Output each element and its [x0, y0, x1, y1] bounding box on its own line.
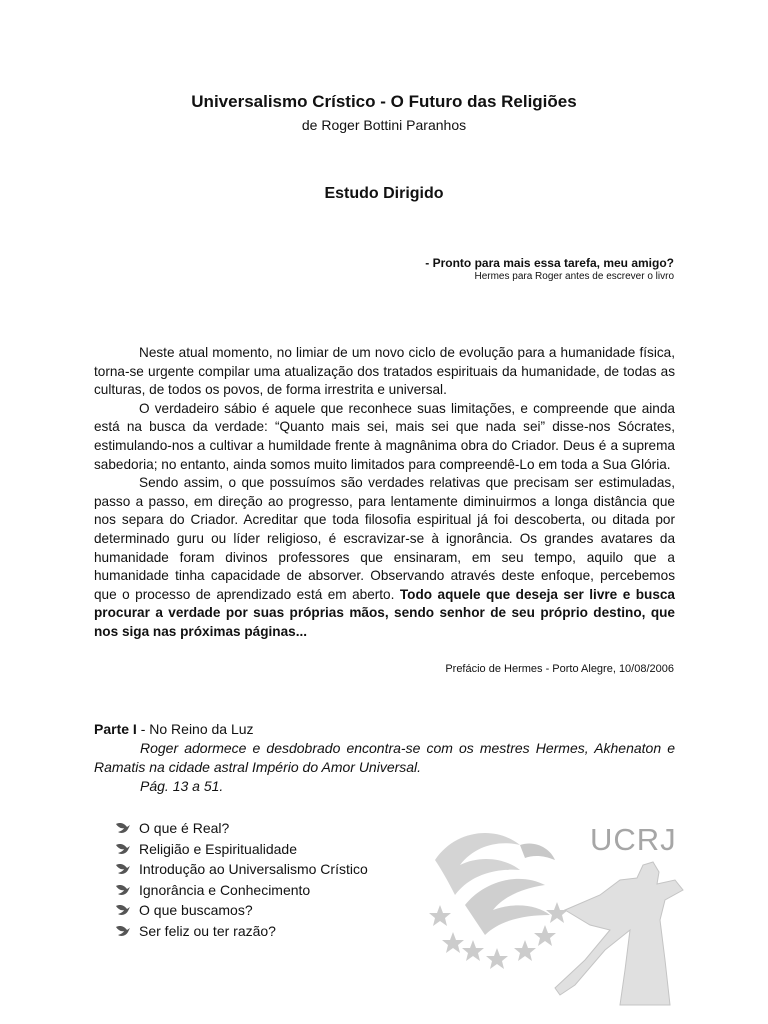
bird-bullet-icon — [115, 821, 131, 835]
topic-label: Ser feliz ou ter razão? — [139, 922, 276, 939]
topic-list — [115, 818, 368, 941]
list-item — [115, 900, 368, 921]
preface-paragraph-3 — [94, 474, 675, 641]
preface-paragraph-2: O verdadeiro sábio é aquele que reconhece suas limitações, e compreende que ainda está na busca da verdade: “Quanto mais sei, mais sei que nada sei” disse-nos Sócrates, estimulando-nos a cultivar a humildade frente à magnânima obra do Criador. Deus é a suprema sabedoria; no entanto, ainda somos muito limitados para compreendê-Lo em toda a Sua Glória. — [94, 400, 675, 472]
part-section — [94, 720, 675, 796]
topic-label: O que é Real? — [139, 820, 230, 836]
list-item — [115, 839, 368, 860]
preface-paragraph-1: Neste atual momento, no limiar de um novo ciclo de evolução para a humanidade física, torna-se urgente compilar uma atualização dos tratados espirituais da humanidade, de todas as culturas, de todos os povos, de forma irrestrita e universal. — [94, 345, 675, 398]
bird-bullet-icon — [115, 883, 131, 897]
part-description: Roger adormece e desdobrado encontra-se com os mestres Hermes, Akhenaton e Ramatis na cidade astral Império do Amor Universal. — [94, 740, 675, 775]
part-label: Parte I — [94, 721, 137, 737]
epigraph-attribution: Hermes para Roger antes de escrever o livro — [474, 271, 674, 282]
preface-closing-bold: Todo aquele que deseja ser livre e busca procurar a verdade por suas próprias mãos, sendo senhor de seu próprio destino, que nos siga nas próximas páginas... — [94, 586, 675, 639]
topic-label: O que buscamos? — [139, 902, 253, 918]
part-pages: Pág. 13 a 51. — [140, 778, 224, 794]
list-item — [115, 818, 368, 839]
topic-label: Religião e Espiritualidade — [139, 840, 297, 857]
book-author: de Roger Bottini Paranhos — [301, 117, 467, 133]
preface-signature: Prefácio de Hermes - Porto Alegre, 10/08/2006 — [445, 663, 674, 675]
part-heading — [94, 720, 675, 739]
part-name: - No Reino da Luz — [140, 721, 254, 737]
bird-bullet-icon — [115, 924, 131, 938]
topic-label: Introdução ao Universalismo Crístico — [139, 861, 368, 877]
topic-label: Ignorância e Conhecimento — [139, 881, 311, 898]
list-item — [115, 921, 368, 942]
list-item — [115, 859, 368, 880]
logo-text: UCRJ — [590, 822, 677, 857]
epigraph-quote: - Pronto para mais essa tarefa, meu amigo? — [425, 256, 674, 270]
list-item — [115, 880, 368, 901]
bird-bullet-icon — [115, 903, 131, 917]
book-title: Universalismo Crístico - O Futuro das Religiões — [191, 92, 577, 111]
bird-bullet-icon — [115, 842, 131, 856]
preface-text — [94, 344, 675, 642]
bird-bullet-icon — [115, 862, 131, 876]
preface-paragraph-3-text: Sendo assim, o que possuímos são verdades relativas que precisam ser estimuladas, passo a passo, em direção ao progresso, para lentamente diminuirmos a longa distância que nos separa do Criador. Acreditar que toda filosofia espiritual já foi descoberta, ou ditada por determinado guru ou líder religioso, é escravizar-se à ignorância. Os grandes avatares da humanidade foram divinos professores que ensinaram, em seu tempo, aquilo que a humanidade tinha capacidade de absorver. Observando através deste enfoque, percebemos que o processo de aprendizado está em aberto. — [94, 475, 675, 602]
section-title: Estudo Dirigido — [324, 185, 444, 202]
